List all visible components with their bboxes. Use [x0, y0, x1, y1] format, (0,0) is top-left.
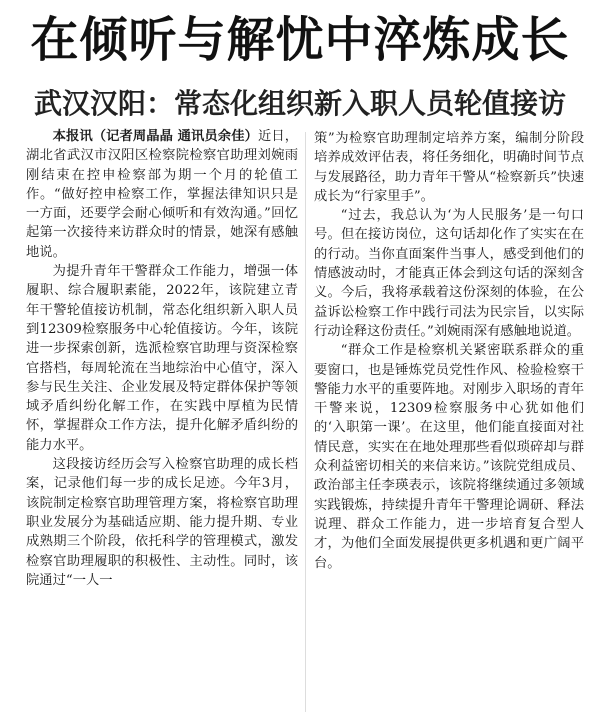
article-column-left: [26, 127, 298, 719]
paragraph-3-continued: 策”为检察官助理制定培养方案，编制分阶段培养成效评估表，将任务细化，明确时间节点与发展路径，助力青年干警从“检察新兵”快速成长为“行家里手”。: [314, 131, 584, 204]
byline: 本报讯（记者周晶晶 通讯员余佳）: [52, 129, 258, 144]
article-column-right: [314, 129, 584, 721]
paragraph-1-text: 近日，湖北省武汉市汉阳区检察院检察官助理刘婉雨刚结束在控申检察部为期一个月的轮值工作。“做好控申检察工作，掌握法律知识只是一方面，还要学会耐心倾听和有效沟通。”回忆起第一次接待来访群众时的情景，她深有感触地说。: [26, 129, 298, 260]
headline: 在倾听与解忧中淬炼成长: [30, 12, 570, 68]
paragraph-2: 为提升青年干警群众工作能力，增强一体履职、综合履职素能，2022年，该院建立青年干警轮值接访机制，常态化组织新入职人员到12309检察服务中心轮值接访。今年，该院进一步探索创新，选派检察官助理与资深检察官搭档，每周轮流在当地综治中心值守，深入参与民生关注、企业发展及特定群体保护等领域矛盾纠纷化解工作，在实践中厚植为民情怀，掌握群众工作方法，提升化解矛盾纠纷的能力水平。: [26, 264, 298, 453]
paragraph-5: “群众工作是检察机关紧密联系群众的重要窗口，也是锤炼党员党性作风、检验检察干警能力水平的重要阵地。对刚步入职场的青年干警来说，12309检察服务中心犹如他们的‘入职第一课’。在这里，他们能直接面对社情民意，实实在在地处理那些看似琐碎却与群众利益密切相关的来信来访。”该院党组成员、政治部主任李瑛表示，该院将继续通过多领域实践锻炼，持续提升青年干警理论调研、释法说理、群众工作能力，进一步培育复合型人才，为他们全面发展提供更多机遇和更广阔平台。: [314, 343, 584, 571]
paragraph-1: [26, 127, 298, 262]
paragraph-4: “过去，我总认为‘为人民服务’是一句口号。但在接访岗位，这句话却化作了实实在在的行动。当你直面案件当事人，感受到他们的情感波动时，才能真正体会到这句话的深刻含义。今后，我将承载着这份深刻的体验，在公益诉讼检察工作中践行司法为民宗旨，以实际行动诠释这份责任。”刘婉雨深有感触地说道。: [314, 208, 584, 339]
subheadline: 武汉汉阳：常态化组织新入职人员轮值接访: [33, 87, 566, 120]
paragraph-3: 这段接访经历会写入检察官助理的成长档案，记录他们每一步的成长足迹。今年3月，该院制定检察官助理管理方案，将检察官助理职业发展分为基础适应期、能力提升期、专业成熟期三个阶段，依托科学的管理模式，激发检察官助理履职的积极性、主动性。同时，该院通过“一人一: [26, 457, 298, 588]
column-divider: [305, 132, 306, 712]
